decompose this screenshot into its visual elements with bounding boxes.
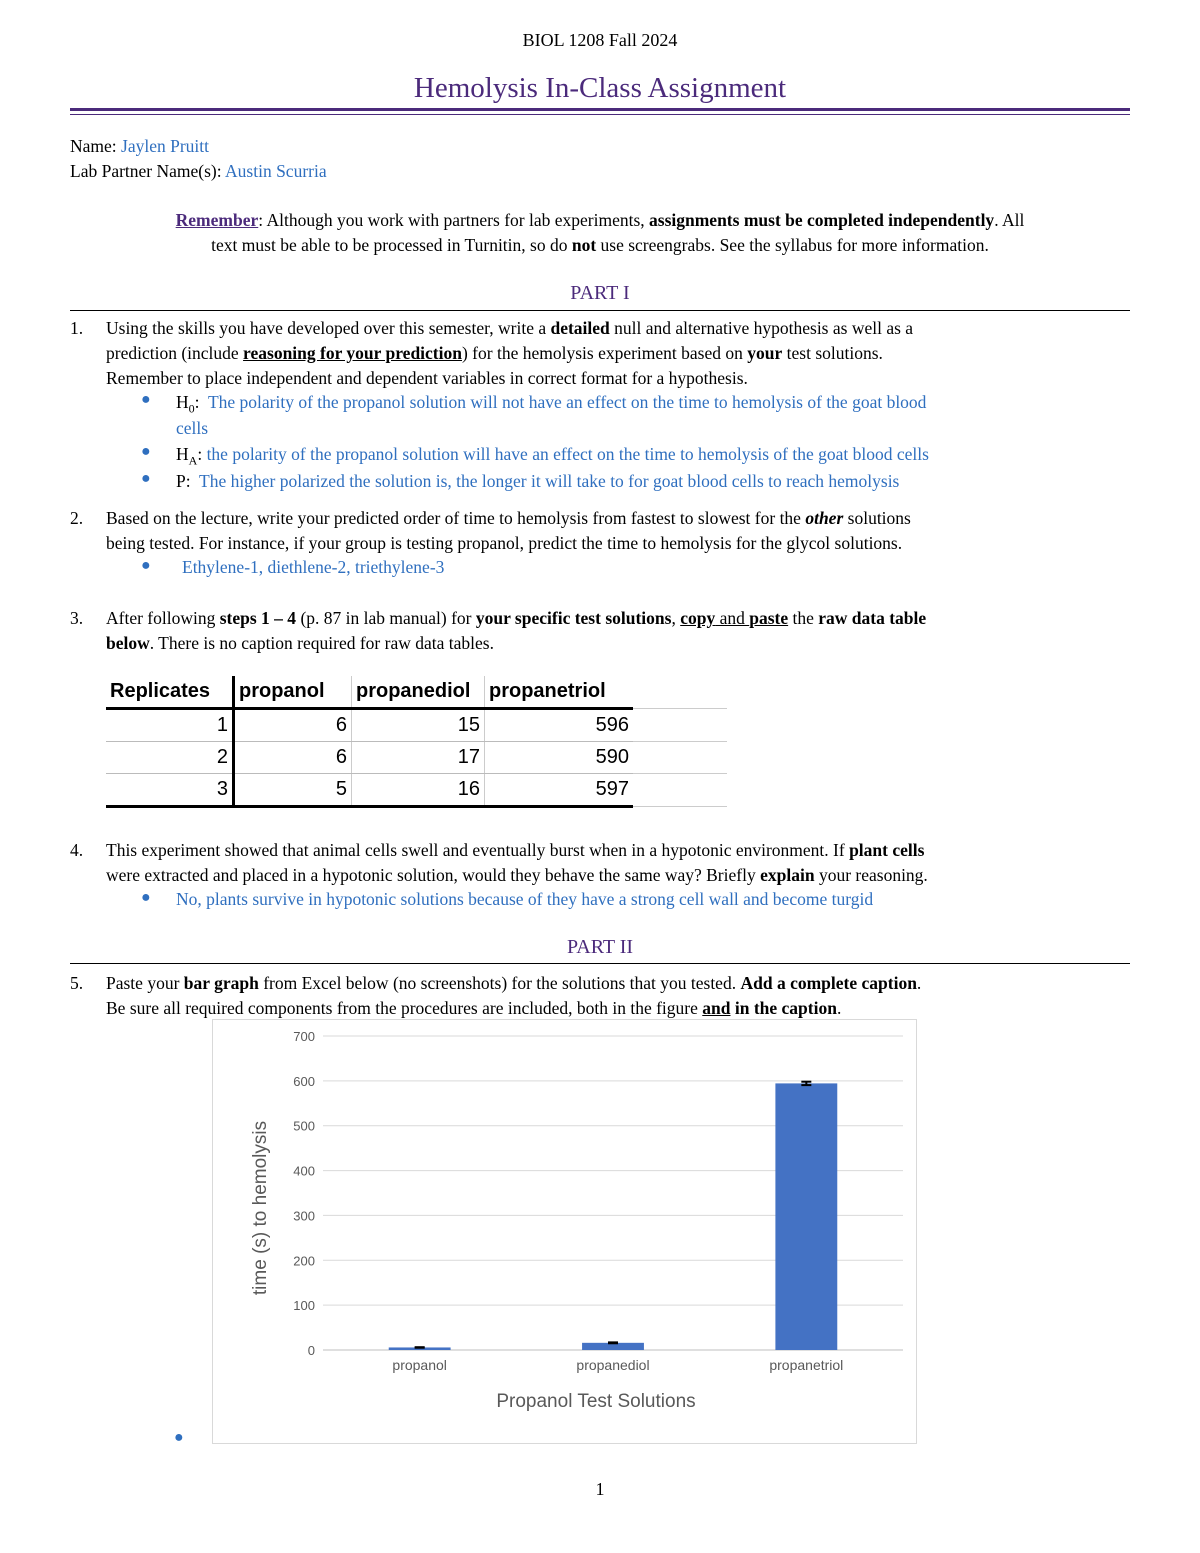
x-tick-label: propanediol — [576, 1357, 650, 1373]
q4-answer: No, plants survive in hypotonic solutions because of they have a strong cell wall and become turgid — [176, 889, 874, 909]
q3-text: . There is no caption required for raw data tables. — [149, 633, 494, 653]
table-header-row — [106, 676, 727, 709]
q3-steps: steps 1 – 4 — [219, 608, 297, 628]
p-label: P: — [176, 471, 191, 491]
null-hypothesis — [176, 390, 926, 422]
q3-copy: copy — [680, 608, 716, 628]
q2-text: Based on the lecture, write your predicted order of time to hemolysis from fastest to slowest for the — [106, 508, 806, 528]
q5-in-caption: in the caption — [734, 998, 837, 1018]
remember-label: Remember — [175, 210, 259, 230]
table-cell: 1 — [106, 709, 234, 742]
part-2-heading: PART II — [566, 936, 634, 958]
x-axis-label: Propanol Test Solutions — [496, 1391, 696, 1412]
table-cell: 6 — [234, 742, 352, 774]
q5-bar-graph: bar graph — [183, 973, 259, 993]
y-axis-label: time (s) to hemolysis — [250, 1120, 271, 1296]
q1-reasoning: reasoning for your prediction — [243, 343, 462, 363]
h0-sub: 0 — [188, 401, 195, 416]
q1-number: 1. — [70, 318, 84, 338]
remember-text-c: . All — [994, 210, 1025, 230]
q5-number: 5. — [70, 973, 84, 993]
q5-text: . — [916, 973, 922, 993]
table-header: propanetriol — [485, 676, 634, 709]
q2-number: 2. — [70, 508, 84, 528]
bar-propanetriol — [775, 1083, 837, 1350]
q5-text: . — [836, 998, 842, 1018]
q5-text: Be sure all required components from the procedures are included, both in the figure — [106, 998, 703, 1018]
table-cell: 597 — [485, 774, 634, 807]
bullet-icon: ● — [141, 557, 151, 574]
q4-line-1 — [106, 838, 924, 863]
table-cell: 2 — [106, 742, 234, 774]
table-cell: 6 — [234, 709, 352, 742]
q3-text: After following — [106, 608, 220, 628]
part-1-heading: PART I — [570, 282, 630, 304]
y-tick-label: 300 — [293, 1208, 315, 1224]
q1-your: your — [747, 343, 783, 363]
table-header-empty — [633, 676, 727, 709]
h0-answer-cont: cells — [176, 418, 209, 438]
q5-text: Paste your — [106, 973, 184, 993]
h0-label: H — [176, 392, 189, 412]
table-cell: 5 — [234, 774, 352, 807]
h0-colon: : — [194, 392, 200, 412]
q2-other: other — [805, 508, 844, 528]
q4-text: your reasoning. — [814, 865, 928, 885]
title-rule-thin — [70, 114, 1130, 115]
part-1-rule — [70, 310, 1130, 311]
ha-label: H — [176, 444, 189, 464]
q4-number: 4. — [70, 840, 84, 860]
table-cell: 3 — [106, 774, 234, 807]
bar-chart-svg — [213, 1020, 916, 1443]
table-cell-empty — [633, 774, 727, 807]
table-header: propanol — [234, 676, 352, 709]
course-header: BIOL 1208 Fall 2024 — [522, 30, 678, 50]
remember-emphasis: assignments must be completed independently — [649, 210, 995, 230]
q5-text: from Excel below (no screenshots) for the solutions that you tested. — [258, 973, 741, 993]
q1-line-2 — [106, 341, 883, 366]
q2-answer: Ethylene-1, diethlene-2, triethylene-3 — [182, 557, 445, 577]
remember-text-e: use screengrabs. See the syllabus for more information. — [596, 235, 989, 255]
y-tick-label: 400 — [293, 1163, 315, 1179]
q2-line-2: being tested. For instance, if your group is testing propanol, predict the time to hemolysis for the glycol solutions. — [106, 533, 903, 553]
q3-text: the — [788, 608, 819, 628]
q5-line-1 — [106, 971, 921, 996]
table-cell: 15 — [352, 709, 485, 742]
table-cell: 596 — [485, 709, 634, 742]
y-tick-label: 0 — [307, 1343, 315, 1358]
page-title: Hemolysis In-Class Assignment — [413, 72, 787, 104]
partner-line — [70, 159, 327, 184]
y-tick-label: 200 — [293, 1253, 315, 1269]
bar-chart — [212, 1019, 917, 1444]
table-cell: 17 — [352, 742, 485, 774]
ha-colon: : — [197, 444, 203, 464]
q1-line-3: Remember to place independent and dependent variables in correct format for a hypothesis. — [106, 368, 748, 388]
q3-and: and — [715, 608, 750, 628]
q5-caption: Add a complete caption — [740, 973, 917, 993]
bullet-icon: ● — [141, 889, 151, 906]
part-2-rule — [70, 963, 1130, 964]
bullet-icon: ● — [174, 1429, 184, 1446]
table-row — [106, 709, 727, 742]
q5-and: and — [702, 998, 731, 1018]
page-number: 1 — [595, 1479, 605, 1499]
q1-text: test solutions. — [782, 343, 883, 363]
q1-text: null and alternative hypothesis as well as a — [609, 318, 914, 338]
h0-answer: The polarity of the propanol solution will not have an effect on the time to hemolysis of the goat blood — [207, 392, 927, 412]
remember-line-2 — [0, 233, 1200, 258]
table-row — [106, 742, 727, 774]
q1-text: Using the skills you have developed over this semester, write a — [106, 318, 551, 338]
table-cell: 16 — [352, 774, 485, 807]
raw-data-table — [106, 676, 727, 808]
partner-label: Lab Partner Name(s): — [70, 161, 222, 181]
q4-text: This experiment showed that animal cells swell and eventually burst when in a hypotonic environment. If — [106, 840, 850, 860]
ha-sub: A — [188, 453, 198, 468]
q1-text: prediction (include — [106, 343, 244, 363]
name-label: Name: — [70, 136, 117, 156]
q3-paste: paste — [749, 608, 789, 628]
bullet-icon: ● — [141, 443, 151, 460]
q4-text: were extracted and placed in a hypotonic solution, would they behave the same way? Briefly — [106, 865, 761, 885]
table-row — [106, 774, 727, 807]
y-tick-label: 500 — [293, 1118, 315, 1134]
q1-text: ) for the hemolysis experiment based on — [461, 343, 748, 363]
q2-text: solutions — [843, 508, 911, 528]
ha-answer: the polarity of the propanol solution will have an effect on the time to hemolysis of the goat blood cells — [206, 444, 929, 464]
q3-line-2 — [106, 631, 494, 656]
title-rule-thick — [70, 108, 1130, 111]
bullet-icon: ● — [141, 391, 151, 408]
y-tick-label: 600 — [293, 1073, 315, 1089]
q3-below: below — [106, 633, 150, 653]
q1-detailed: detailed — [550, 318, 610, 338]
q3-number: 3. — [70, 608, 84, 628]
x-tick-label: propanetriol — [769, 1357, 844, 1373]
y-tick-label: 700 — [293, 1029, 315, 1044]
table-cell-empty — [633, 742, 727, 774]
q4-line-2 — [106, 863, 928, 888]
bullet-icon: ● — [141, 470, 151, 487]
partner-name: Austin Scurria — [225, 161, 327, 181]
remember-line-1 — [0, 208, 1200, 233]
remember-not: not — [571, 235, 597, 255]
p-answer: The higher polarized the solution is, the longer it will take to for goat blood cells to reach hemolysis — [199, 471, 900, 491]
q4-explain: explain — [760, 865, 815, 885]
student-name: Jaylen Pruitt — [121, 136, 210, 156]
q3-text: (p. 87 in lab manual) for — [296, 608, 476, 628]
table-header: propanediol — [352, 676, 485, 709]
remember-text-a: : Although you work with partners for lab experiments, — [258, 210, 650, 230]
q3-raw: raw data table — [818, 608, 927, 628]
q3-line-1 — [106, 606, 926, 631]
table-cell: 590 — [485, 742, 634, 774]
q2-line-1 — [106, 506, 911, 531]
name-line — [70, 134, 209, 159]
q5-line-2 — [106, 996, 841, 1021]
q1-line-1 — [106, 316, 913, 341]
q3-text: , — [671, 608, 681, 628]
y-tick-label: 100 — [293, 1298, 315, 1314]
x-tick-label: propanol — [392, 1357, 447, 1373]
q3-specific: your specific test solutions — [475, 608, 672, 628]
table-cell-empty — [633, 709, 727, 742]
table-header: Replicates — [106, 676, 234, 709]
prediction — [176, 469, 899, 494]
remember-text-d: text must be able to be processed in Turnitin, so do — [211, 235, 572, 255]
q4-plant-cells: plant cells — [849, 840, 925, 860]
